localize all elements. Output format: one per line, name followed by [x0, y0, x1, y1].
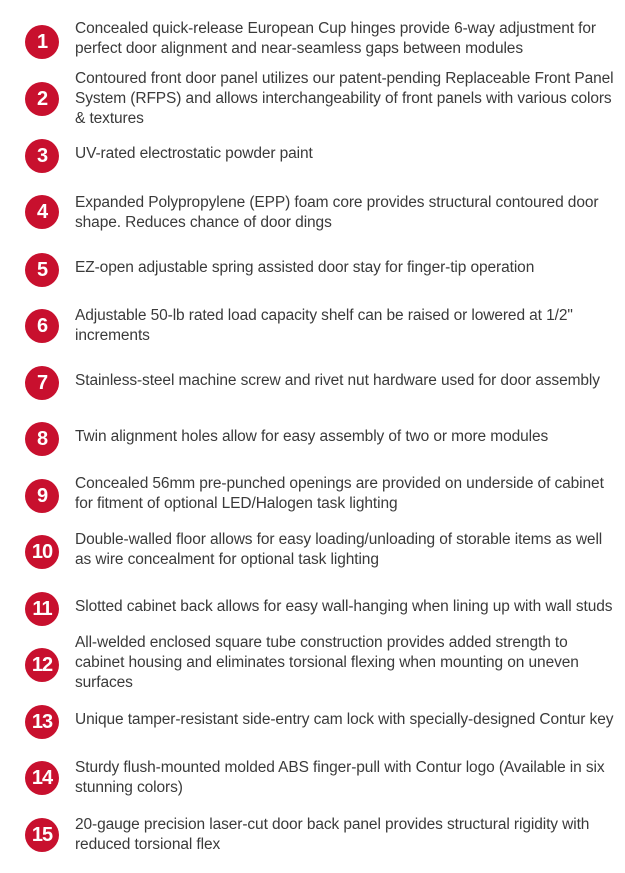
feature-number-badge: 14 [25, 761, 59, 795]
feature-text: Concealed quick-release European Cup hinges provide 6-way adjustment for perfect door alignment and near-seamless gaps between modules [75, 20, 596, 57]
feature-text: Stainless-steel machine screw and rivet nut hardware used for door assembly [75, 372, 600, 389]
feature-number-badge: 4 [25, 195, 59, 229]
feature-number-badge: 11 [25, 592, 59, 626]
feature-text: Unique tamper-resistant side-entry cam lock with specially-designed Contur key [75, 711, 614, 728]
feature-text: Twin alignment holes allow for easy assembly of two or more modules [75, 428, 549, 445]
feature-text: EZ-open adjustable spring assisted door stay for finger-tip operation [75, 259, 535, 276]
feature-number-badge: 2 [25, 82, 59, 116]
feature-text: Contoured front door panel utilizes our patent-pending Replaceable Front Panel System (RFPS) and allows interchangeability of front panels with various colors & textures [75, 70, 614, 127]
feature-number-badge: 9 [25, 479, 59, 513]
feature-number-badge: 5 [25, 253, 59, 287]
feature-text: Adjustable 50-lb rated load capacity shelf can be raised or lowered at 1/2" increments [75, 307, 573, 344]
feature-text: Concealed 56mm pre-punched openings are provided on underside of cabinet for fitment of optional LED/Halogen task lighting [75, 475, 604, 512]
feature-number-badge: 10 [25, 535, 59, 569]
feature-number-badge: 13 [25, 705, 59, 739]
feature-text: Slotted cabinet back allows for easy wall-hanging when lining up with wall studs [75, 598, 613, 615]
feature-number-badge: 6 [25, 309, 59, 343]
feature-text: All-welded enclosed square tube construction provides added strength to cabinet housing and eliminates torsional flexing when mounting on uneven surfaces [75, 634, 579, 691]
feature-text: Sturdy flush-mounted molded ABS finger-pull with Contur logo (Available in six stunning colors) [75, 759, 605, 796]
feature-number-badge: 15 [25, 818, 59, 852]
feature-number-badge: 8 [25, 422, 59, 456]
feature-number-badge: 1 [25, 25, 59, 59]
feature-number-badge: 12 [25, 648, 59, 682]
feature-text: UV-rated electrostatic powder paint [75, 145, 313, 162]
feature-number-badge: 7 [25, 366, 59, 400]
feature-number-badge: 3 [25, 139, 59, 173]
feature-text: 20-gauge precision laser-cut door back panel provides structural rigidity with reduced torsional flex [75, 816, 590, 853]
feature-text: Expanded Polypropylene (EPP) foam core provides structural contoured door shape. Reduces chance of door dings [75, 194, 599, 231]
feature-text: Double-walled floor allows for easy loading/unloading of storable items as well as wire concealment for optional task lighting [75, 531, 603, 568]
